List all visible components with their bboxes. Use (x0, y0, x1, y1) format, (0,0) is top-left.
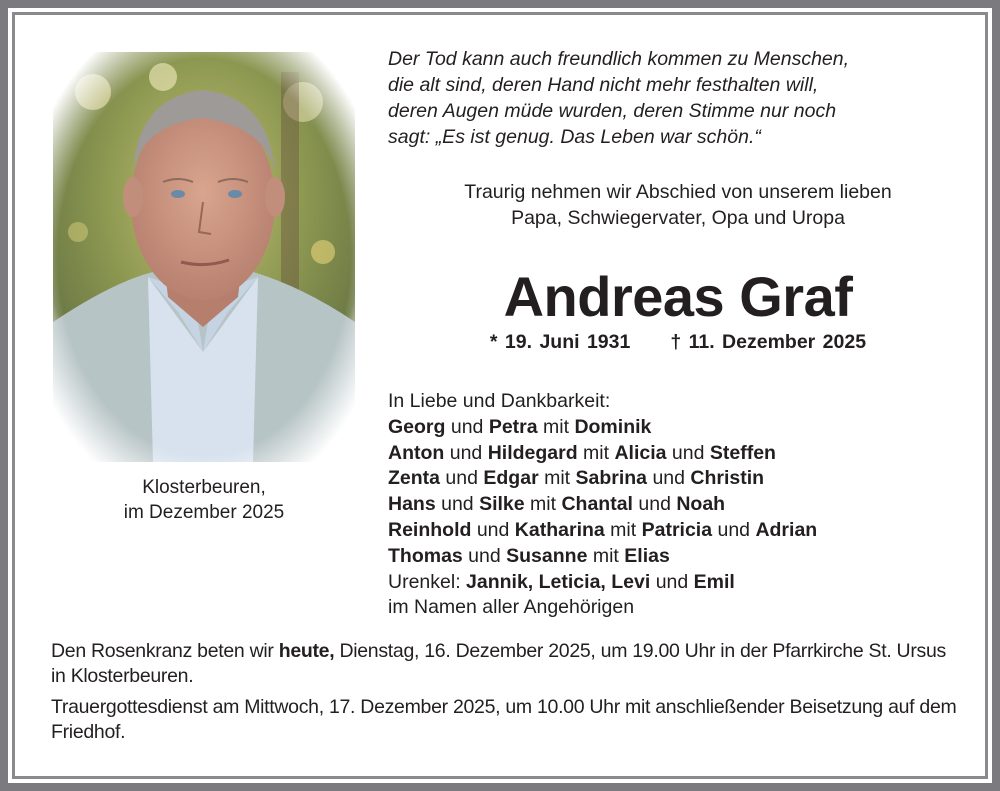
mourner-line (388, 518, 968, 544)
notice-inner-frame (12, 12, 988, 779)
mourner-name: Jannik, Leticia, Levi (466, 570, 651, 593)
connector-text: und (666, 441, 710, 464)
connector-text: und (435, 493, 480, 516)
mourner-name: Adrian (755, 518, 818, 541)
mourner-name: Alicia (614, 441, 667, 464)
mourners-list (388, 389, 968, 621)
connector-text: mit (524, 493, 562, 516)
connector-text: Urenkel: (388, 570, 467, 593)
mourner-name: Susanne (506, 544, 588, 567)
mourners-heading: In Liebe und Dankbarkeit: (388, 390, 611, 412)
mourner-name: Hildegard (487, 441, 578, 464)
quote-line: Der Tod kann auch freundlich kommen zu Menschen, (388, 48, 850, 70)
notice-outer-frame (8, 8, 992, 783)
mourner-name: Zenta (388, 467, 441, 490)
mourner-name: Thomas (388, 544, 463, 567)
connector-text: und (444, 441, 488, 464)
rosary-info (51, 639, 961, 689)
deceased-name: Andreas Graf (503, 265, 853, 328)
connector-text: und (647, 467, 691, 490)
place: Klosterbeuren, (142, 477, 266, 498)
mourner-name: Elias (624, 544, 670, 567)
rosary-text-post: Dienstag, 16. Dezember 2025, um 19.00 Uhr in der Pfarrkirche St. Ursus in Klosterbeuren. (51, 640, 946, 687)
date: im Dezember 2025 (123, 502, 285, 523)
mourner-name: Emil (693, 570, 735, 593)
mourner-name: Christin (690, 467, 765, 490)
connector-text: mit (587, 544, 625, 567)
funeral-info: Trauergottesdienst am Mittwoch, 17. Dezember 2025, um 10.00 Uhr mit anschließender Beisetzung auf dem Friedhof. (51, 696, 957, 743)
rosary-text-pre: Den Rosenkranz beten wir (51, 640, 279, 662)
mourner-name: Georg (388, 415, 446, 438)
connector-text: und (712, 518, 756, 541)
mourner-name: Silke (479, 493, 525, 516)
mourner-name: Chantal (561, 493, 633, 516)
mourner-name: Edgar (483, 467, 539, 490)
mourner-name: Sabrina (575, 467, 648, 490)
mourner-line (388, 466, 968, 492)
mourner-name: Patricia (641, 518, 713, 541)
life-dates (388, 329, 968, 355)
mourner-name: Anton (388, 441, 445, 464)
place-date (53, 475, 355, 525)
quote-line: sagt: „Es ist genug. Das Leben war schön.“ (388, 126, 761, 148)
farewell-intro (388, 179, 968, 231)
portrait-photo (53, 52, 355, 462)
birth-date: * 19. Juni 1931 (489, 331, 631, 353)
connector-text: und (462, 544, 507, 567)
service-details (51, 639, 961, 751)
connector-text: mit (604, 518, 642, 541)
connector-text: und (632, 493, 677, 516)
connector-text: mit (537, 415, 575, 438)
mourner-line (388, 415, 968, 441)
mourner-name: Katharina (514, 518, 605, 541)
mourner-lines (388, 415, 968, 596)
mourner-name: Steffen (709, 441, 776, 464)
connector-text: und (440, 467, 484, 490)
memorial-quote (388, 46, 968, 150)
rosary-text-bold: heute, (278, 640, 335, 662)
quote-line: die alt sind, deren Hand nicht mehr festhalten will, (388, 74, 819, 96)
mourners-closing: im Namen aller Angehörigen (388, 596, 635, 619)
mourner-line (388, 570, 968, 596)
mourner-name: Dominik (574, 415, 652, 438)
connector-text: mit (577, 441, 615, 464)
death-date: † 11. Dezember 2025 (670, 331, 867, 353)
mourner-name: Hans (388, 493, 436, 516)
connector-text: und (471, 518, 515, 541)
mourner-name: Noah (676, 493, 726, 516)
connector-text: und (445, 415, 489, 438)
mourner-line (388, 492, 968, 518)
quote-line: deren Augen müde wurden, deren Stimme nur noch (388, 100, 837, 122)
mourner-name: Petra (488, 415, 538, 438)
mourner-line (388, 544, 968, 570)
intro-line: Papa, Schwiegervater, Opa und Uropa (511, 207, 845, 229)
intro-line: Traurig nehmen wir Abschied von unserem lieben (464, 181, 892, 203)
connector-text: und (650, 570, 694, 593)
portrait-image (53, 52, 355, 462)
mourner-line (388, 441, 968, 467)
connector-text: mit (538, 467, 576, 490)
mourner-name: Reinhold (388, 518, 472, 541)
